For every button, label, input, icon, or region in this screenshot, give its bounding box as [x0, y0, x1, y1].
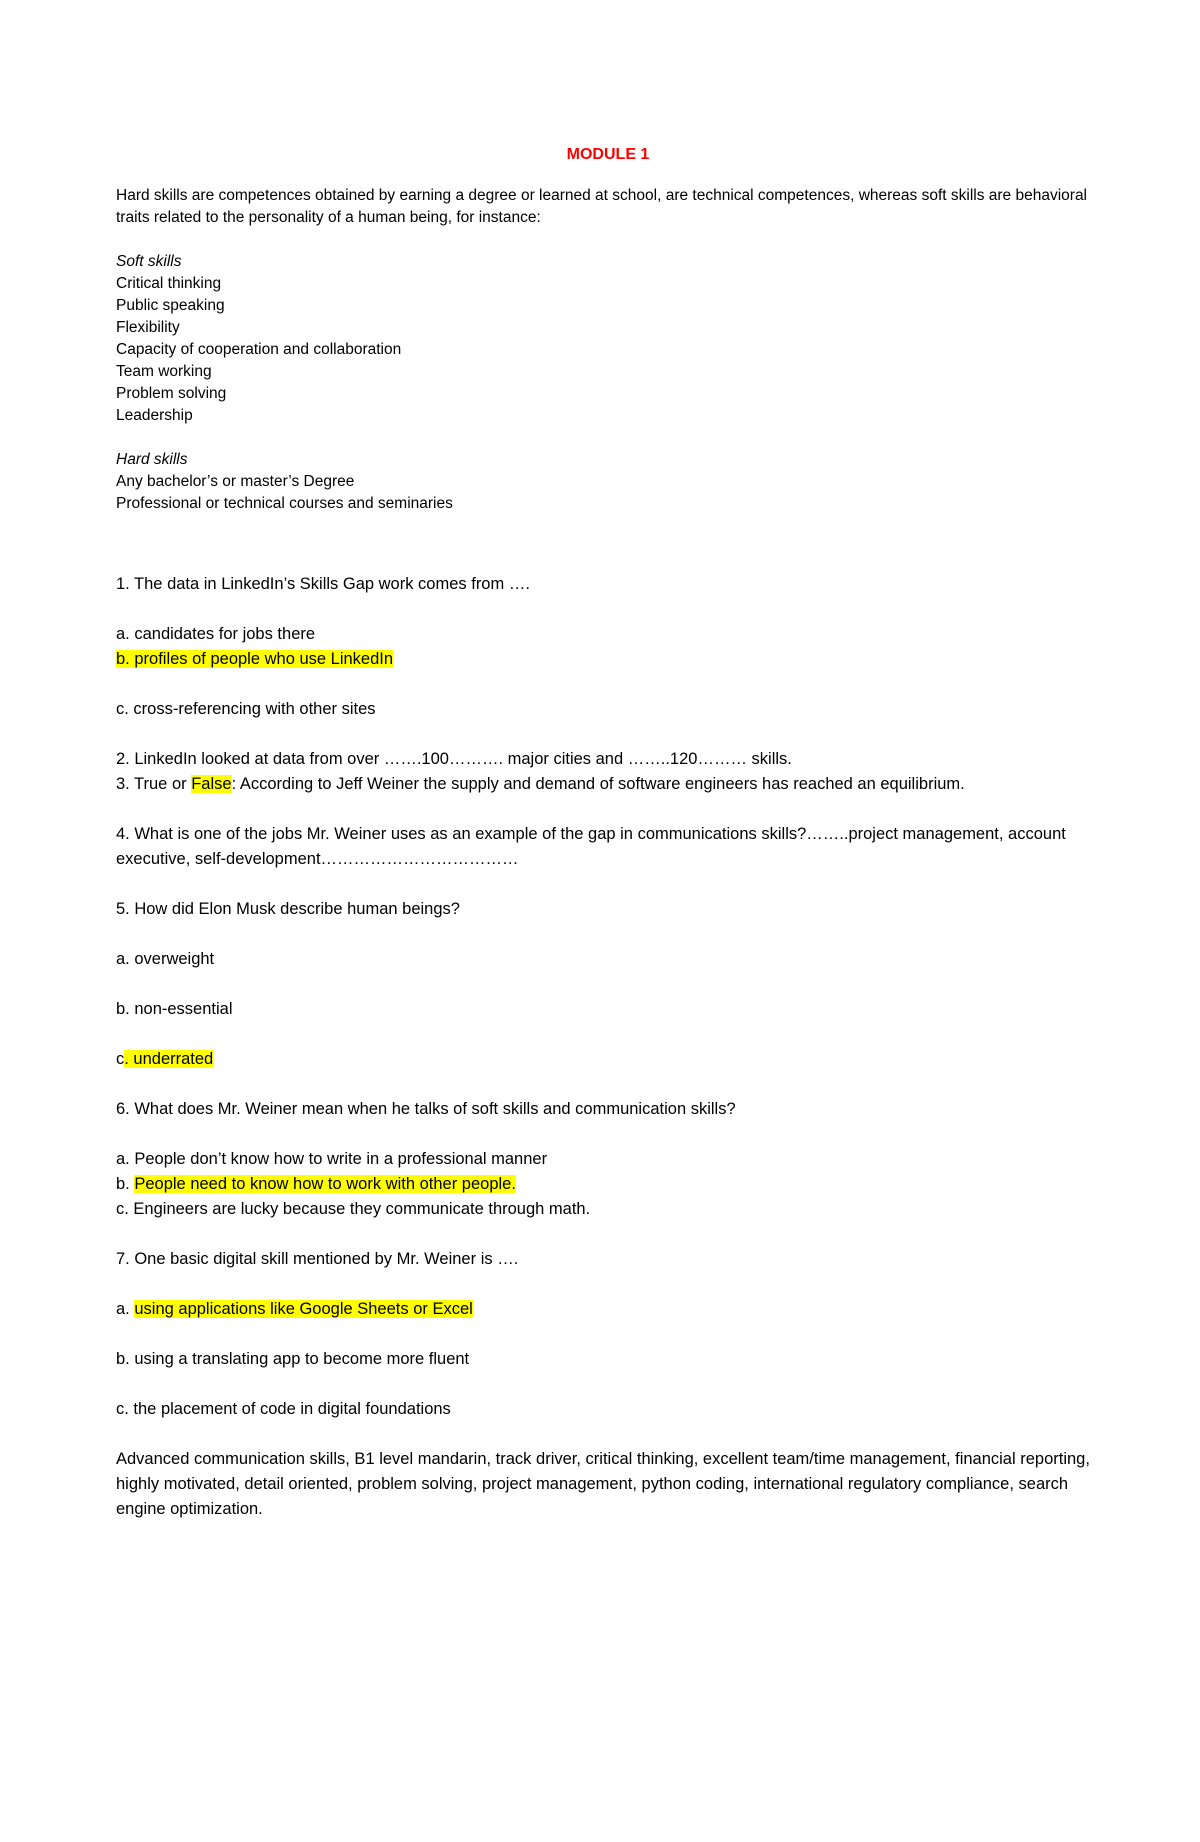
q7-option-b: b. using a translating app to become more fluent	[116, 1350, 470, 1368]
q3-prefix: 3. True or	[116, 775, 192, 793]
question-2: 2. LinkedIn looked at data from over …….100………. major cities and ……..120……… skills.	[116, 750, 792, 768]
module-title: MODULE 1	[566, 146, 650, 163]
question-4: 4. What is one of the jobs Mr. Weiner uses as an example of the gap in communications skills?……..project management, account executive, self-development………………………………	[116, 825, 1066, 868]
question-5: 5. How did Elon Musk describe human beings?	[116, 900, 460, 918]
question-7: 7. One basic digital skill mentioned by Mr. Weiner is ….	[116, 1250, 519, 1268]
q6-option-a: a. People don’t know how to write in a professional manner	[116, 1150, 548, 1168]
hard-skills-list	[116, 449, 1100, 515]
intro-paragraph: Hard skills are competences obtained by earning a degree or learned at school, are technical competences, whereas soft skills are behavioral traits related to the personality of a human being, for instance:	[116, 187, 1088, 226]
q1-answer-highlight: b. profiles of people who use LinkedIn	[116, 650, 394, 668]
q7-a-prefix: a.	[116, 1300, 135, 1318]
q6-option-c: c. Engineers are lucky because they communicate through math.	[116, 1200, 591, 1218]
q5-c-prefix: c	[116, 1050, 125, 1068]
list-item: Professional or technical courses and seminaries	[116, 495, 453, 512]
q3-answer-highlight: False	[191, 775, 232, 793]
q1-option-b	[116, 647, 1100, 672]
list-item: Flexibility	[116, 319, 180, 336]
list-item: Critical thinking	[116, 275, 222, 292]
question-3	[116, 772, 1100, 797]
q5-answer-highlight: . underrated	[124, 1050, 214, 1068]
list-item: Problem solving	[116, 385, 227, 402]
q7-answer-highlight: using applications like Google Sheets or Excel	[134, 1300, 473, 1318]
list-item: Leadership	[116, 407, 193, 424]
q1-option-a: a. candidates for jobs there	[116, 625, 316, 643]
q7-option-c: c. the placement of code in digital foundations	[116, 1400, 451, 1418]
q3-statement: According to Jeff Weiner the supply and demand of software engineers has reached an equilibrium.	[236, 775, 965, 793]
q7-option-a	[116, 1297, 1100, 1322]
question-1: 1. The data in LinkedIn’s Skills Gap work comes from ….	[116, 575, 530, 593]
soft-skills-list	[116, 251, 1100, 427]
list-item: Any bachelor’s or master’s Degree	[116, 473, 355, 490]
list-item: Public speaking	[116, 297, 225, 314]
q6-option-b	[116, 1172, 1100, 1197]
q1-option-c: c. cross-referencing with other sites	[116, 700, 376, 718]
q3-colon: :	[231, 775, 237, 793]
q5-option-b: b. non-essential	[116, 1000, 233, 1018]
q6-answer-highlight: People need to know how to work with other people.	[134, 1175, 516, 1193]
soft-skills-heading: Soft skills	[116, 253, 182, 270]
q5-option-c	[116, 1047, 1100, 1072]
list-item: Team working	[116, 363, 212, 380]
list-item: Capacity of cooperation and collaboration	[116, 341, 402, 358]
question-6: 6. What does Mr. Weiner mean when he talks of soft skills and communication skills?	[116, 1100, 736, 1118]
q6-b-prefix: b.	[116, 1175, 135, 1193]
document-page	[0, 144, 1200, 1842]
hard-skills-heading: Hard skills	[116, 451, 188, 468]
q5-option-a: a. overweight	[116, 950, 215, 968]
skills-summary-paragraph: Advanced communication skills, B1 level mandarin, track driver, critical thinking, excellent team/time management, financial reporting, highly motivated, detail oriented, problem solving, project management, python coding, international regulatory compliance, search engine optimization.	[116, 1450, 1090, 1518]
